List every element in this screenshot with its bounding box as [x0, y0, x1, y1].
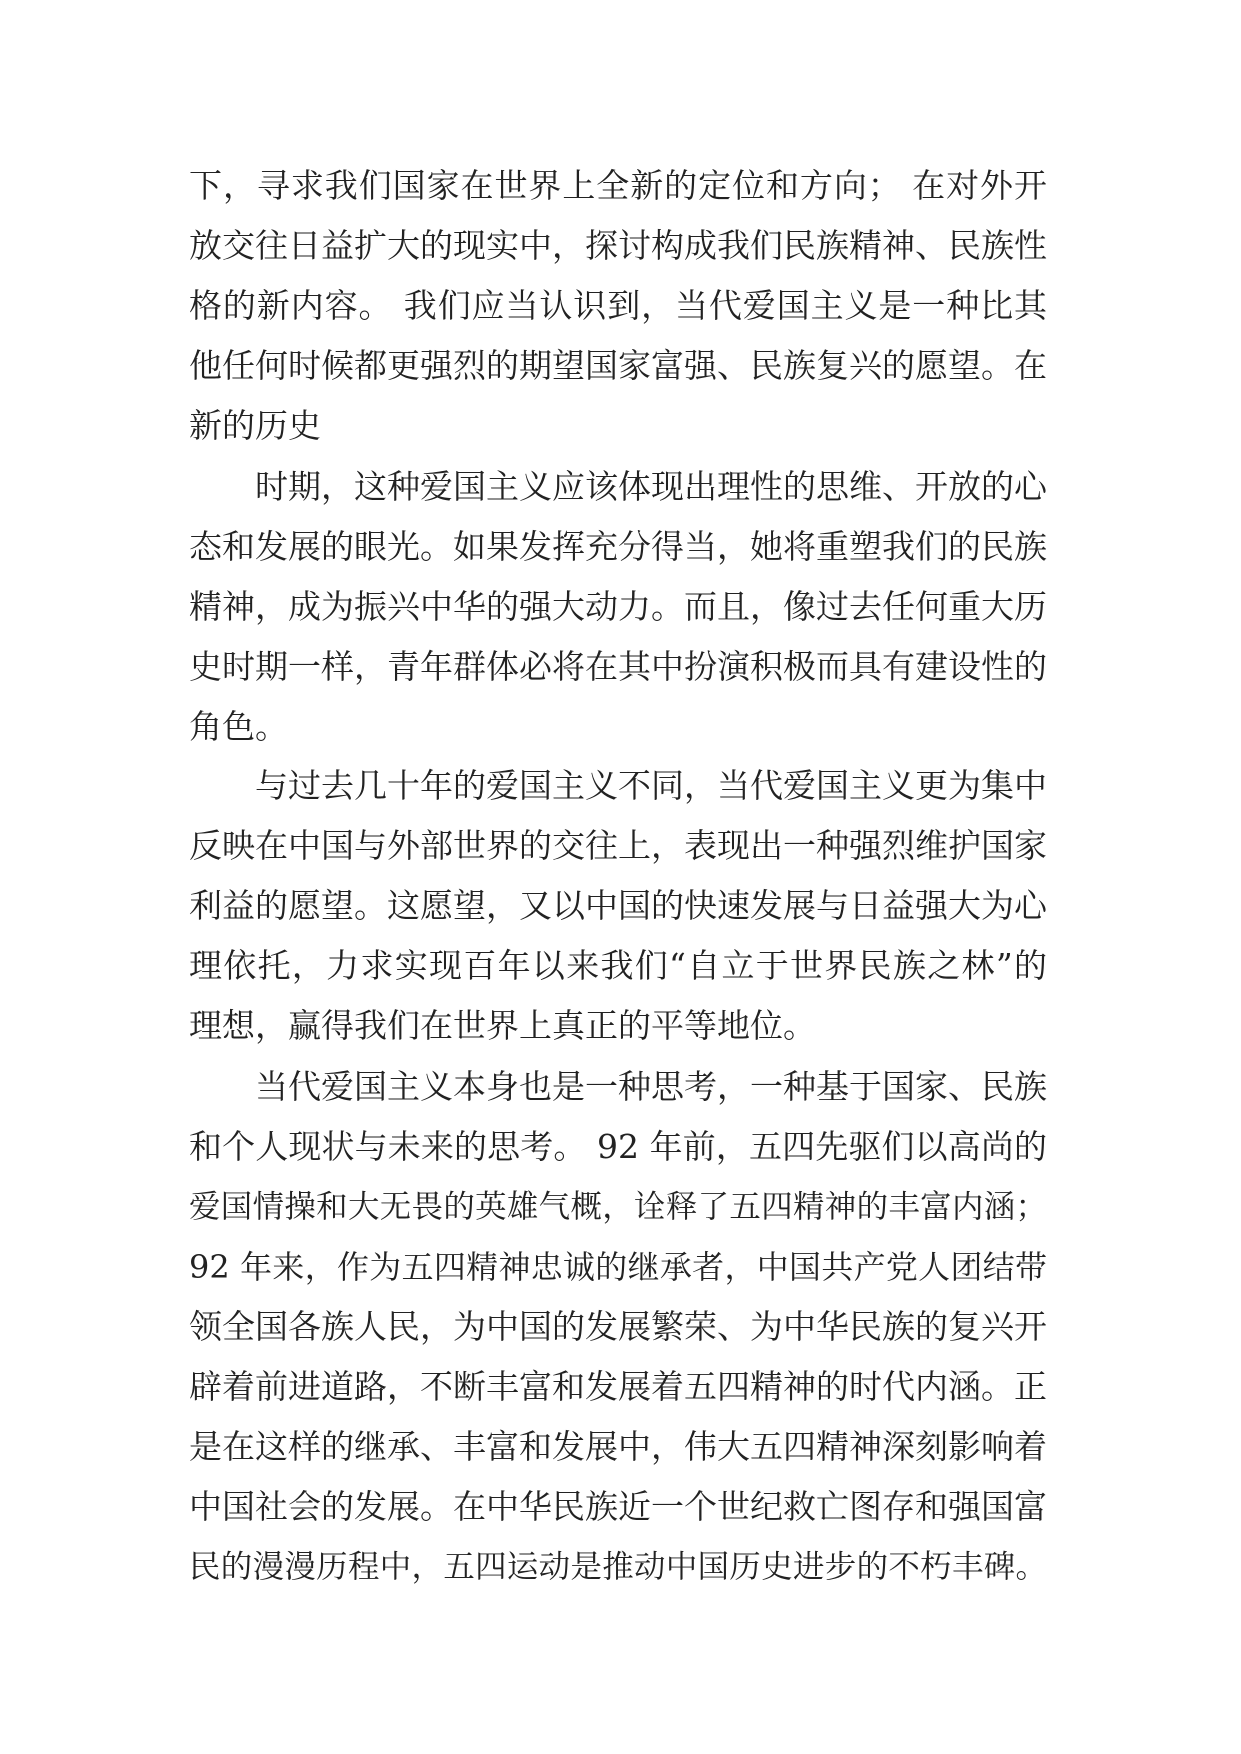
- text-line: 92 年来，作为五四精神忠诚的继承者，中国共产党人团结带: [189, 1248, 1047, 1286]
- text-line: 史时期一样，青年群体必将在其中扮演积极而具有建设性的: [189, 647, 1047, 686]
- text-line: 格的新内容。 我们应当认识到，当代爱国主义是一种比其: [189, 286, 1047, 325]
- text-line: 新的历史: [189, 406, 321, 445]
- text-line: 反映在中国与外部世界的交往上，表现出一种强烈维护国家: [189, 826, 1047, 865]
- text-line: 角色。: [189, 707, 288, 746]
- text-line: 中国社会的发展。在中华民族近一个世纪救亡图存和强国富: [189, 1487, 1047, 1526]
- text-line: 是在这样的继承、丰富和发展中，伟大五四精神深刻影响着: [189, 1427, 1047, 1466]
- text-line: 利益的愿望。这愿望，又以中国的快速发展与日益强大为心: [189, 886, 1047, 925]
- text-line: 民的漫漫历程中，五四运动是推动中国历史进步的不朽丰碑。: [189, 1549, 1047, 1585]
- text-line: 理想，赢得我们在世界上真正的平等地位。: [189, 1006, 816, 1045]
- text-line: 时期，这种爱国主义应该体现出理性的思维、开放的心: [255, 467, 1047, 506]
- text-line: 他任何时候都更强烈的期望国家富强、民族复兴的愿望。在: [189, 346, 1047, 385]
- text-line: 辟着前进道路，不断丰富和发展着五四精神的时代内涵。正: [189, 1367, 1047, 1406]
- text-line: 理依托，力求实现百年以来我们“自立于世界民族之林”的: [189, 946, 1047, 985]
- text-line: 和个人现状与未来的思考。 92 年前，五四先驱们以高尚的: [189, 1127, 1047, 1166]
- text-line: 下，寻求我们国家在世界上全新的定位和方向； 在对外开: [189, 166, 1047, 205]
- text-line: 态和发展的眼光。如果发挥充分得当，她将重塑我们的民族: [189, 527, 1047, 566]
- text-line: 与过去几十年的爱国主义不同，当代爱国主义更为集中: [255, 766, 1047, 805]
- text-line: 精神，成为振兴中华的强大动力。而且，像过去任何重大历: [189, 587, 1047, 626]
- text-line: 放交往日益扩大的现实中，探讨构成我们民族精神、民族性: [189, 226, 1047, 265]
- text-line: 领全国各族人民，为中国的发展繁荣、为中华民族的复兴开: [189, 1307, 1047, 1346]
- text-line: 爱国情操和大无畏的英雄气概，诠释了五四精神的丰富内涵；: [189, 1189, 1047, 1225]
- text-line: 当代爱国主义本身也是一种思考，一种基于国家、民族: [255, 1067, 1047, 1106]
